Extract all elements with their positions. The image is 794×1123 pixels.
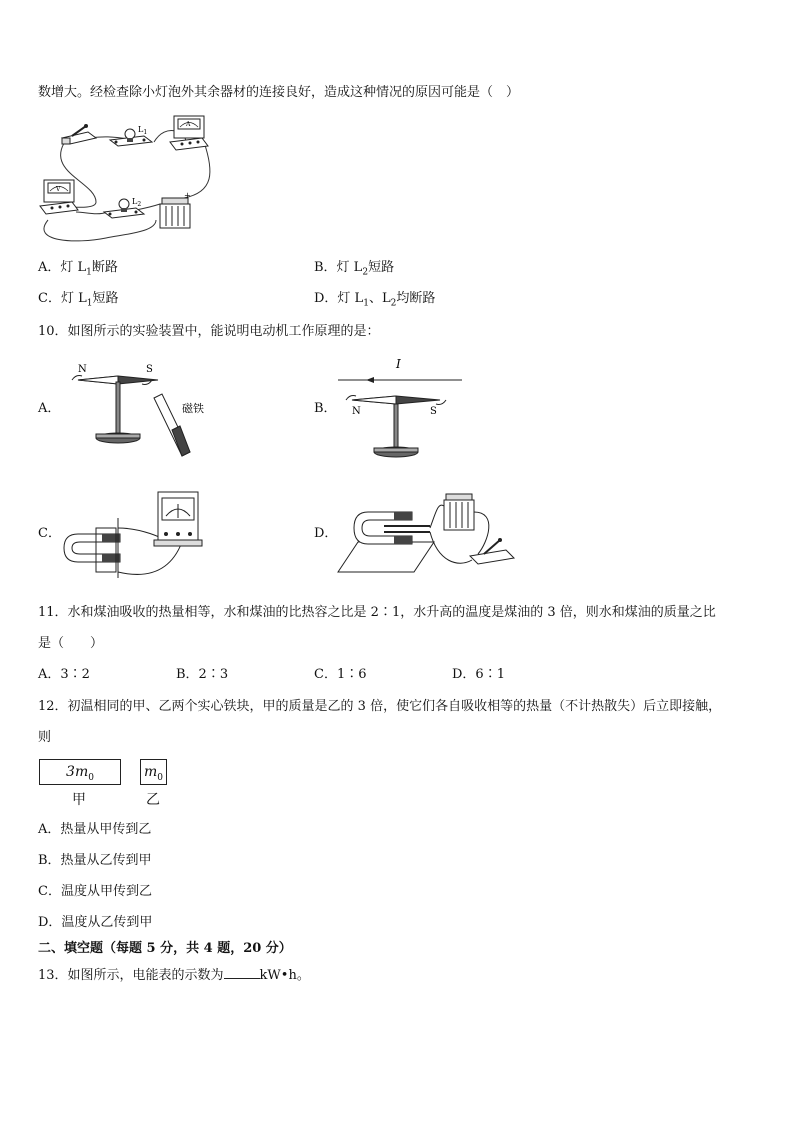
q12-block-b: $m_0$ xyxy=(140,759,167,785)
q11-option-c[interactable]: C．1∶6 xyxy=(314,667,367,682)
galvanometer-icon xyxy=(154,492,202,546)
q10-figure-a xyxy=(68,360,228,460)
ammeter-letter: A xyxy=(186,121,191,128)
voltmeter-letter: V xyxy=(56,186,61,193)
q12-option-b[interactable]: B．热量从乙传到甲 xyxy=(38,853,152,868)
q12-label-b: 乙 xyxy=(146,792,160,808)
q10-stem: 10．如图所示的实验装置中，能说明电动机工作原理的是： xyxy=(38,324,380,339)
q9-circuit-figure xyxy=(36,112,216,244)
compass-s: S xyxy=(146,364,153,375)
bulb1-letter: L xyxy=(138,125,144,134)
q11-option-d[interactable]: D．6∶1 xyxy=(452,667,505,682)
q12-block-a: $3m_0$ xyxy=(39,759,121,785)
q10-figure-b xyxy=(334,356,474,460)
q11-option-a[interactable]: A．3∶2 xyxy=(38,667,90,682)
compass-n-b: N xyxy=(352,406,361,417)
svg-text:L2 xyxy=(132,197,141,208)
section-2-title: 二、填空题（每题 5 分，共 4 题，20 分） xyxy=(38,941,292,956)
q12-stem-line2: 则 xyxy=(38,730,52,745)
q10-figure-c xyxy=(62,488,212,580)
q9-option-c[interactable]: C．灯 $L_1$短路 xyxy=(38,291,119,309)
magnet-label: 磁铁 xyxy=(182,402,204,415)
battery-d-icon xyxy=(444,494,474,530)
bulb2-letter: L xyxy=(132,197,138,206)
q11-stem-line2: 是（ ） xyxy=(38,636,104,651)
battery-plus: + xyxy=(184,191,191,200)
q10-option-b[interactable]: B． xyxy=(314,401,337,416)
bulb2-sub: 2 xyxy=(137,201,142,208)
current-label: I xyxy=(396,357,401,371)
q10-option-d[interactable]: D． xyxy=(314,526,338,541)
q12-stem-line1: 12．初温相同的甲、乙两个实心铁块，甲的质量是乙的 3 倍，使它们各自吸收相等的热量（不计热散失）后立即接触， xyxy=(38,699,722,714)
q12-option-d[interactable]: D．温度从乙传到甲 xyxy=(38,915,153,930)
q12-option-a[interactable]: A．热量从甲传到乙 xyxy=(38,822,152,837)
q13-answer-blank[interactable] xyxy=(224,966,260,979)
q9-option-d[interactable]: D．灯 $L_1$、$L_2$均断路 xyxy=(314,291,436,309)
q11-stem-line1: 11．水和煤油吸收的热量相等，水和煤油的比热容之比是 2∶1，水升高的温度是煤油的 3 倍，则水和煤油的质量之比 xyxy=(38,605,716,620)
switch-d-icon xyxy=(470,538,514,564)
horseshoe-magnet-d-icon xyxy=(354,512,412,544)
switch-icon xyxy=(62,124,96,144)
horseshoe-magnet-icon xyxy=(64,534,120,562)
q12-option-c[interactable]: C．温度从甲传到乙 xyxy=(38,884,152,899)
q11-option-b[interactable]: B．2∶3 xyxy=(176,667,229,682)
battery-icon xyxy=(160,198,190,228)
q9-stem-tail: 数增大。经检查除小灯泡外其余器材的连接良好，造成这种情况的原因可能是（ ） xyxy=(38,85,520,100)
q10-option-a[interactable]: A． xyxy=(38,401,61,416)
compass-s-b: S xyxy=(430,406,437,417)
q9-option-a[interactable]: A．灯 $L_1$断路 xyxy=(38,260,118,278)
bulb1-sub: 1 xyxy=(143,129,148,136)
q10-figure-d xyxy=(338,492,518,576)
compass-n: N xyxy=(78,364,87,375)
q12-label-a: 甲 xyxy=(72,792,86,808)
q10-option-c[interactable]: C． xyxy=(38,526,61,541)
svg-text:L1 xyxy=(138,125,147,136)
q9-option-b[interactable]: B．灯 $L_2$短路 xyxy=(314,260,395,278)
q13-stem: 13．如图所示，电能表的示数为 kW•h。 xyxy=(38,968,310,983)
